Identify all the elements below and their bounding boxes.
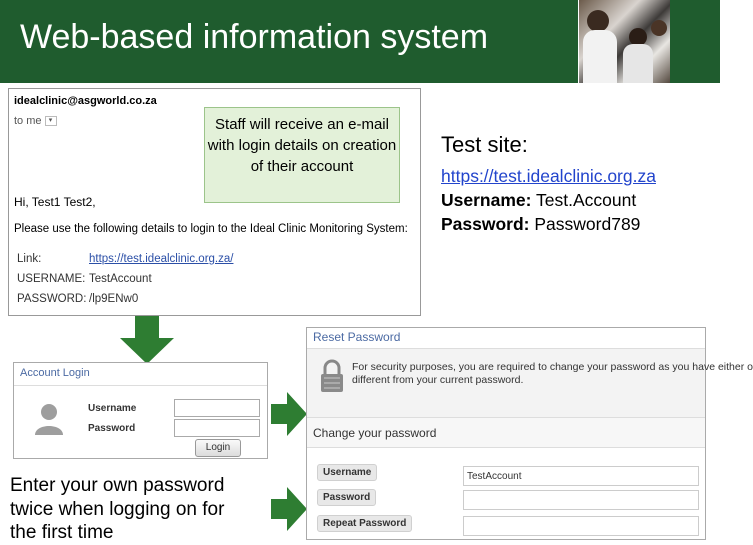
reset-username-label: Username <box>317 464 377 481</box>
email-row-key: PASSWORD: <box>17 293 87 305</box>
reset-password-label: Password <box>317 489 376 506</box>
email-row-value: TestAccount <box>89 273 152 285</box>
header-bar <box>0 0 720 83</box>
email-intro: Please use the following details to login to the Ideal Clinic Monitoring System: <box>14 223 408 235</box>
email-row-link <box>17 253 233 273</box>
email-row-username <box>17 273 233 293</box>
email-sender: idealclinic@asgworld.co.za <box>14 95 157 107</box>
reset-message-line: different from your current password. <box>352 374 524 386</box>
email-row-key: Link: <box>17 253 42 265</box>
email-greeting: Hi, Test1 Test2, <box>14 195 96 209</box>
reset-title: Reset Password <box>313 330 401 344</box>
password-key: Password: <box>441 214 530 234</box>
reset-username-field[interactable]: TestAccount <box>463 466 699 486</box>
test-site-password <box>441 212 713 236</box>
username-value: Test.Account <box>536 190 637 210</box>
caption: Enter your own password twice when logging on for the first time <box>10 475 225 543</box>
password-value: Password789 <box>534 214 641 234</box>
change-password-title: Change your password <box>313 426 437 440</box>
arrow-right-icon <box>271 392 307 436</box>
email-credentials <box>17 253 233 313</box>
test-site-username <box>441 188 713 212</box>
reset-message-line: For security purposes, you are required to change your password as you have either o <box>352 361 753 373</box>
reset-repeat-field[interactable] <box>463 516 699 536</box>
username-key: Username: <box>441 190 532 210</box>
email-recipient <box>14 115 57 127</box>
reset-message <box>352 361 753 387</box>
chevron-down-icon[interactable]: ▾ <box>45 116 57 126</box>
page-title: Web-based information system <box>20 18 489 56</box>
email-callout: Staff will receive an e-mail with login details on creation of their account <box>204 107 400 203</box>
email-recipient-label: to me <box>14 115 42 127</box>
divider <box>14 385 267 386</box>
email-link[interactable]: https://test.idealclinic.org.za/ <box>89 253 234 265</box>
avatar-icon <box>34 403 64 435</box>
reset-password-field[interactable] <box>463 490 699 510</box>
reset-repeat-label: Repeat Password <box>317 515 412 532</box>
reset-notice <box>307 348 753 418</box>
email-row-password <box>17 293 233 313</box>
lock-icon <box>319 359 345 393</box>
test-site-link[interactable]: https://test.idealclinic.org.za <box>441 166 656 186</box>
reset-password-panel <box>306 327 753 540</box>
username-input[interactable] <box>174 399 260 417</box>
login-button[interactable]: Login <box>195 439 241 457</box>
test-site-info <box>441 132 713 236</box>
email-row-key: USERNAME: <box>17 273 86 285</box>
password-label: Password <box>88 423 136 434</box>
email-row-value: /lp9ENw0 <box>89 293 139 305</box>
login-title: Account Login <box>20 367 90 379</box>
arrow-right-icon <box>271 487 307 531</box>
account-login-panel <box>13 362 268 459</box>
password-input[interactable] <box>174 419 260 437</box>
username-label: Username <box>88 403 137 414</box>
test-site-title: Test site: <box>441 132 528 157</box>
header-photo <box>578 0 670 83</box>
change-password-header <box>307 418 705 448</box>
arrow-down-icon <box>120 316 174 364</box>
